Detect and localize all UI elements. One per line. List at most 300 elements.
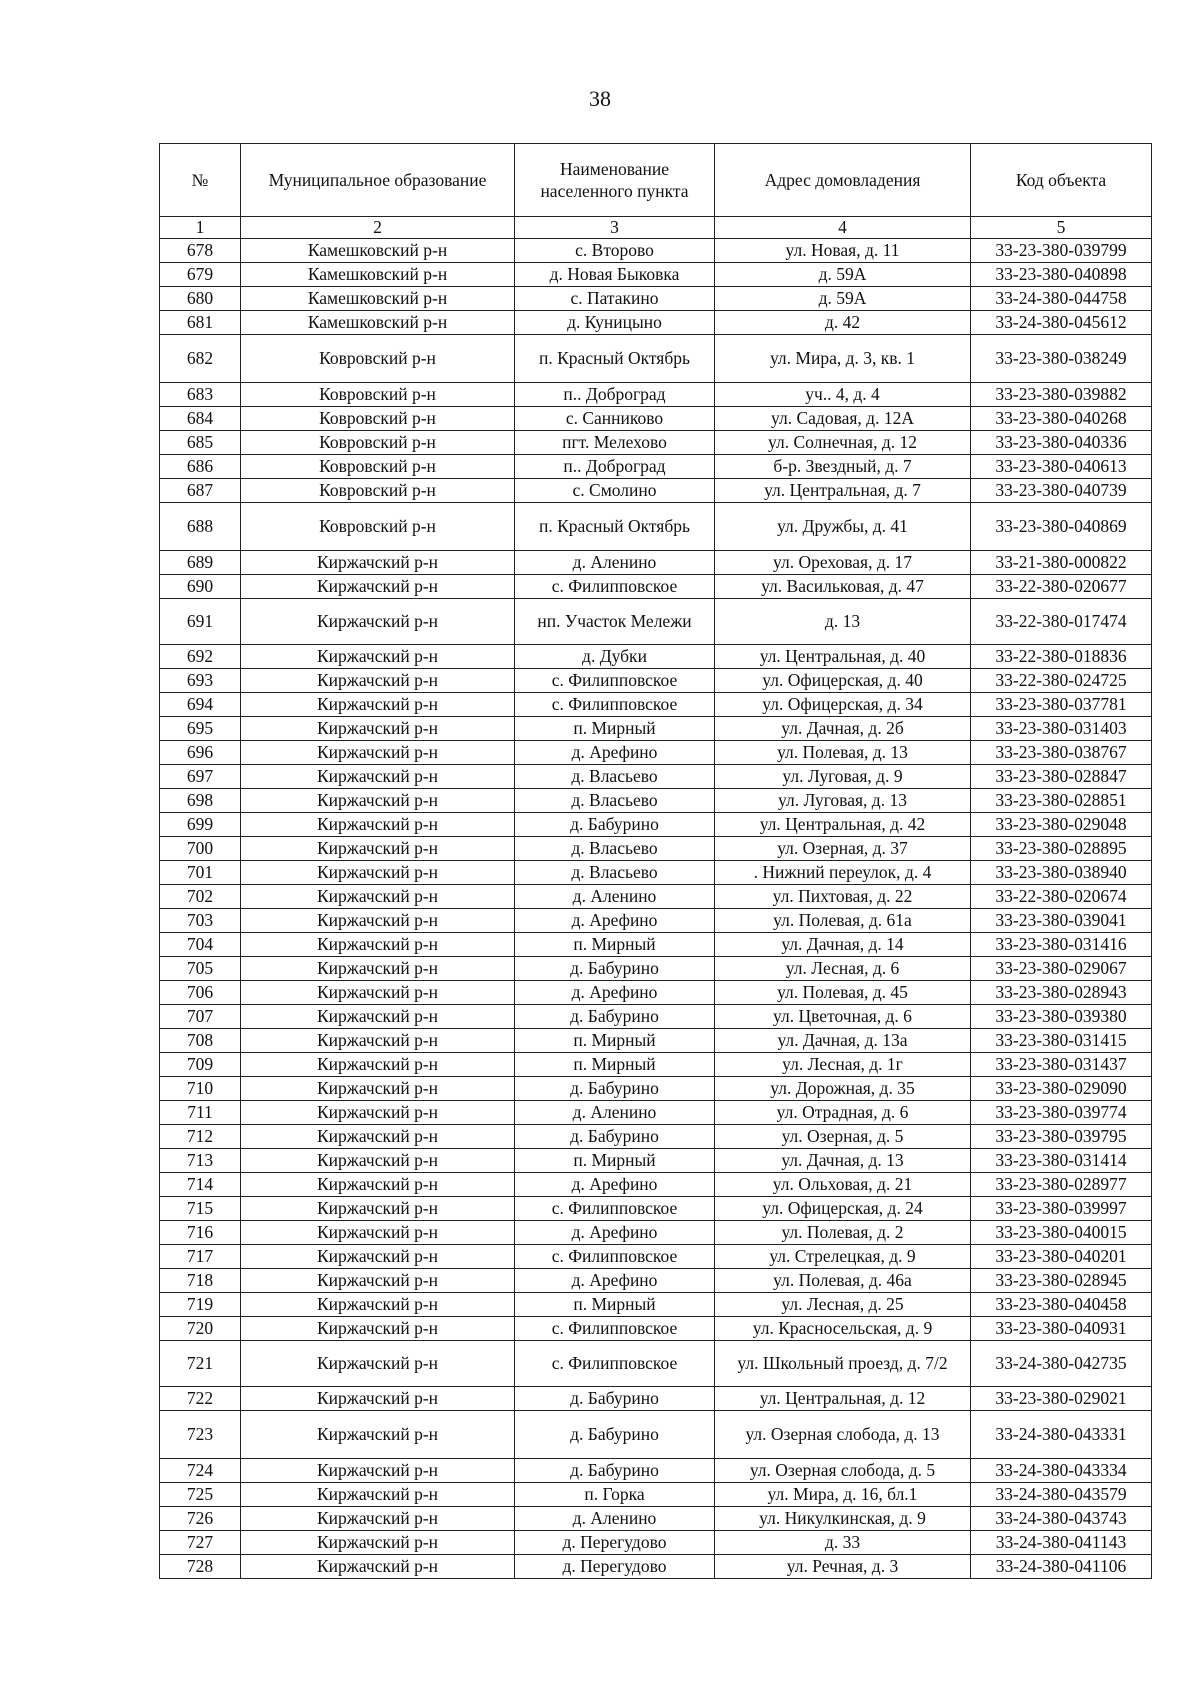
cell-object-code: 33-23-380-038940 <box>971 861 1152 885</box>
cell-settlement: с. Филипповское <box>515 575 715 599</box>
cell-settlement: с. Филипповское <box>515 669 715 693</box>
cell-row-number: 713 <box>160 1149 241 1173</box>
table-row <box>160 575 1152 599</box>
cell-object-code: 33-23-380-031437 <box>971 1053 1152 1077</box>
table-row <box>160 861 1152 885</box>
cell-object-code: 33-24-380-042735 <box>971 1341 1152 1387</box>
cell-row-number: 699 <box>160 813 241 837</box>
table-row <box>160 503 1152 551</box>
cell-address: ул. Офицерская, д. 34 <box>715 693 971 717</box>
cell-row-number: 691 <box>160 599 241 645</box>
cell-address: ул. Озерная, д. 37 <box>715 837 971 861</box>
cell-settlement: д. Арефино <box>515 741 715 765</box>
cell-object-code: 33-23-380-028895 <box>971 837 1152 861</box>
cell-address: ул. Дорожная, д. 35 <box>715 1077 971 1101</box>
cell-row-number: 706 <box>160 981 241 1005</box>
cell-settlement: д. Аленино <box>515 551 715 575</box>
cell-settlement: д. Власьево <box>515 789 715 813</box>
cell-address: ул. Дачная, д. 2б <box>715 717 971 741</box>
table-row <box>160 1555 1152 1579</box>
table-row <box>160 1197 1152 1221</box>
table-row <box>160 645 1152 669</box>
cell-row-number: 700 <box>160 837 241 861</box>
cell-row-number: 685 <box>160 431 241 455</box>
column-number: 4 <box>715 217 971 239</box>
table-row <box>160 1245 1152 1269</box>
cell-address: ул. Школьный проезд, д. 7/2 <box>715 1341 971 1387</box>
table-row <box>160 455 1152 479</box>
table-row <box>160 287 1152 311</box>
table-row <box>160 479 1152 503</box>
cell-settlement: д. Аленино <box>515 1507 715 1531</box>
cell-address: ул. Васильковая, д. 47 <box>715 575 971 599</box>
cell-object-code: 33-22-380-024725 <box>971 669 1152 693</box>
cell-object-code: 33-23-380-038767 <box>971 741 1152 765</box>
cell-object-code: 33-23-380-028945 <box>971 1269 1152 1293</box>
cell-row-number: 689 <box>160 551 241 575</box>
table-row <box>160 1459 1152 1483</box>
cell-municipality: Киржачский р-н <box>241 1053 515 1077</box>
cell-address: ул. Солнечная, д. 12 <box>715 431 971 455</box>
table-row <box>160 551 1152 575</box>
table-row <box>160 407 1152 431</box>
cell-settlement: д. Арефино <box>515 981 715 1005</box>
cell-row-number: 711 <box>160 1101 241 1125</box>
table-row <box>160 693 1152 717</box>
cell-address: д. 59А <box>715 263 971 287</box>
table-row <box>160 1149 1152 1173</box>
table-row <box>160 1483 1152 1507</box>
cell-object-code: 33-23-380-039774 <box>971 1101 1152 1125</box>
cell-settlement: д. Арефино <box>515 1221 715 1245</box>
cell-address: ул. Речная, д. 3 <box>715 1555 971 1579</box>
cell-settlement: с. Филипповское <box>515 1341 715 1387</box>
cell-municipality: Камешковский р-н <box>241 287 515 311</box>
cell-row-number: 718 <box>160 1269 241 1293</box>
cell-object-code: 33-23-380-038249 <box>971 335 1152 383</box>
cell-object-code: 33-23-380-039041 <box>971 909 1152 933</box>
cell-object-code: 33-23-380-040931 <box>971 1317 1152 1341</box>
cell-settlement: п. Мирный <box>515 1293 715 1317</box>
cell-settlement: д. Власьево <box>515 765 715 789</box>
cell-municipality: Камешковский р-н <box>241 311 515 335</box>
cell-object-code: 33-23-380-028977 <box>971 1173 1152 1197</box>
cell-municipality: Киржачский р-н <box>241 1077 515 1101</box>
cell-row-number: 719 <box>160 1293 241 1317</box>
cell-settlement: д. Арефино <box>515 1269 715 1293</box>
cell-municipality: Ковровский р-н <box>241 407 515 431</box>
cell-municipality: Киржачский р-н <box>241 837 515 861</box>
cell-municipality: Киржачский р-н <box>241 645 515 669</box>
cell-address: ул. Дачная, д. 13 <box>715 1149 971 1173</box>
cell-row-number: 687 <box>160 479 241 503</box>
table-row <box>160 741 1152 765</box>
cell-municipality: Киржачский р-н <box>241 1411 515 1459</box>
cell-address: ул. Новая, д. 11 <box>715 239 971 263</box>
cell-settlement: д. Перегудово <box>515 1555 715 1579</box>
cell-address: ул. Луговая, д. 9 <box>715 765 971 789</box>
cell-settlement: п. Мирный <box>515 933 715 957</box>
cell-row-number: 723 <box>160 1411 241 1459</box>
cell-row-number: 697 <box>160 765 241 789</box>
cell-address: ул. Центральная, д. 12 <box>715 1387 971 1411</box>
cell-municipality: Киржачский р-н <box>241 1245 515 1269</box>
table-row <box>160 837 1152 861</box>
cell-address: ул. Лесная, д. 6 <box>715 957 971 981</box>
cell-object-code: 33-23-380-040869 <box>971 503 1152 551</box>
cell-address: ул. Офицерская, д. 24 <box>715 1197 971 1221</box>
cell-object-code: 33-23-380-040898 <box>971 263 1152 287</box>
cell-object-code: 33-23-380-040201 <box>971 1245 1152 1269</box>
cell-address: б-р. Звездный, д. 7 <box>715 455 971 479</box>
table-row <box>160 1531 1152 1555</box>
cell-municipality: Киржачский р-н <box>241 1269 515 1293</box>
cell-settlement: с. Филипповское <box>515 1317 715 1341</box>
cell-address: ул. Красносельская, д. 9 <box>715 1317 971 1341</box>
cell-address: ул. Озерная слобода, д. 5 <box>715 1459 971 1483</box>
cell-object-code: 33-23-380-040613 <box>971 455 1152 479</box>
table-body <box>160 239 1152 1579</box>
cell-address: ул. Полевая, д. 2 <box>715 1221 971 1245</box>
cell-settlement: с. Смолино <box>515 479 715 503</box>
cell-object-code: 33-22-380-020674 <box>971 885 1152 909</box>
cell-address: д. 59А <box>715 287 971 311</box>
cell-address: ул. Полевая, д. 13 <box>715 741 971 765</box>
table-row <box>160 813 1152 837</box>
cell-address: ул. Полевая, д. 61а <box>715 909 971 933</box>
table-row <box>160 789 1152 813</box>
cell-address: ул. Лесная, д. 1г <box>715 1053 971 1077</box>
cell-row-number: 726 <box>160 1507 241 1531</box>
cell-settlement: п. Красный Октябрь <box>515 503 715 551</box>
cell-municipality: Киржачский р-н <box>241 1387 515 1411</box>
cell-address: ул. Дачная, д. 14 <box>715 933 971 957</box>
cell-row-number: 708 <box>160 1029 241 1053</box>
cell-settlement: д. Бабурино <box>515 1459 715 1483</box>
table-row <box>160 1317 1152 1341</box>
cell-municipality: Киржачский р-н <box>241 1197 515 1221</box>
header-object-code: Код объекта <box>971 144 1152 217</box>
table-row <box>160 239 1152 263</box>
cell-municipality: Киржачский р-н <box>241 765 515 789</box>
table-row <box>160 1005 1152 1029</box>
cell-address: ул. Центральная, д. 42 <box>715 813 971 837</box>
cell-settlement: д. Новая Быковка <box>515 263 715 287</box>
cell-settlement: д. Дубки <box>515 645 715 669</box>
cell-municipality: Ковровский р-н <box>241 503 515 551</box>
cell-object-code: 33-24-380-043743 <box>971 1507 1152 1531</box>
cell-object-code: 33-23-380-028851 <box>971 789 1152 813</box>
cell-row-number: 725 <box>160 1483 241 1507</box>
cell-address: ул. Стрелецкая, д. 9 <box>715 1245 971 1269</box>
cell-settlement: д. Бабурино <box>515 813 715 837</box>
cell-row-number: 690 <box>160 575 241 599</box>
column-number: 3 <box>515 217 715 239</box>
cell-settlement: д. Власьево <box>515 837 715 861</box>
cell-row-number: 692 <box>160 645 241 669</box>
cell-object-code: 33-24-380-041106 <box>971 1555 1152 1579</box>
cell-address: ул. Мира, д. 16, бл.1 <box>715 1483 971 1507</box>
cell-object-code: 33-23-380-029021 <box>971 1387 1152 1411</box>
cell-object-code: 33-23-380-028847 <box>971 765 1152 789</box>
cell-settlement: д. Бабурино <box>515 1411 715 1459</box>
table-row <box>160 1269 1152 1293</box>
cell-settlement: п. Красный Октябрь <box>515 335 715 383</box>
cell-settlement: д. Аленино <box>515 885 715 909</box>
header-settlement: Наименование населенного пункта <box>515 144 715 217</box>
header-address: Адрес домовладения <box>715 144 971 217</box>
cell-settlement: д. Арефино <box>515 909 715 933</box>
cell-object-code: 33-24-380-041143 <box>971 1531 1152 1555</box>
cell-settlement: д. Бабурино <box>515 1005 715 1029</box>
table-row <box>160 669 1152 693</box>
column-number: 2 <box>241 217 515 239</box>
cell-municipality: Киржачский р-н <box>241 1125 515 1149</box>
cell-municipality: Киржачский р-н <box>241 1221 515 1245</box>
table-row <box>160 1293 1152 1317</box>
cell-municipality: Ковровский р-н <box>241 431 515 455</box>
cell-row-number: 684 <box>160 407 241 431</box>
cell-address: ул. Озерная, д. 5 <box>715 1125 971 1149</box>
cell-address: ул. Полевая, д. 46а <box>715 1269 971 1293</box>
cell-object-code: 33-24-380-043331 <box>971 1411 1152 1459</box>
table-row <box>160 1173 1152 1197</box>
cell-object-code: 33-23-380-037781 <box>971 693 1152 717</box>
cell-municipality: Ковровский р-н <box>241 479 515 503</box>
cell-row-number: 695 <box>160 717 241 741</box>
cell-address: ул. Лесная, д. 25 <box>715 1293 971 1317</box>
table-row <box>160 431 1152 455</box>
cell-object-code: 33-23-380-029048 <box>971 813 1152 837</box>
table-header-row <box>160 144 1152 217</box>
cell-object-code: 33-22-380-020677 <box>971 575 1152 599</box>
cell-object-code: 33-23-380-040336 <box>971 431 1152 455</box>
cell-municipality: Киржачский р-н <box>241 741 515 765</box>
cell-settlement: п.. Доброград <box>515 455 715 479</box>
cell-municipality: Ковровский р-н <box>241 455 515 479</box>
cell-row-number: 680 <box>160 287 241 311</box>
cell-address: уч.. 4, д. 4 <box>715 383 971 407</box>
cell-row-number: 717 <box>160 1245 241 1269</box>
table-row <box>160 263 1152 287</box>
cell-settlement: с. Филипповское <box>515 1197 715 1221</box>
cell-object-code: 33-24-380-044758 <box>971 287 1152 311</box>
cell-object-code: 33-22-380-017474 <box>971 599 1152 645</box>
cell-settlement: с. Филипповское <box>515 1245 715 1269</box>
cell-object-code: 33-23-380-028943 <box>971 981 1152 1005</box>
cell-row-number: 707 <box>160 1005 241 1029</box>
cell-address: ул. Ольховая, д. 21 <box>715 1173 971 1197</box>
cell-object-code: 33-23-380-040268 <box>971 407 1152 431</box>
table-row <box>160 1077 1152 1101</box>
cell-row-number: 715 <box>160 1197 241 1221</box>
cell-settlement: д. Арефино <box>515 1173 715 1197</box>
cell-object-code: 33-23-380-039799 <box>971 239 1152 263</box>
cell-municipality: Киржачский р-н <box>241 933 515 957</box>
table-row <box>160 1341 1152 1387</box>
cell-object-code: 33-23-380-031416 <box>971 933 1152 957</box>
cell-municipality: Киржачский р-н <box>241 1459 515 1483</box>
cell-municipality: Киржачский р-н <box>241 789 515 813</box>
cell-municipality: Камешковский р-н <box>241 263 515 287</box>
table-row <box>160 885 1152 909</box>
cell-row-number: 712 <box>160 1125 241 1149</box>
cell-municipality: Киржачский р-н <box>241 1507 515 1531</box>
cell-object-code: 33-23-380-031414 <box>971 1149 1152 1173</box>
cell-settlement: с. Второво <box>515 239 715 263</box>
cell-municipality: Киржачский р-н <box>241 599 515 645</box>
objects-table <box>159 143 1152 1579</box>
cell-municipality: Киржачский р-н <box>241 885 515 909</box>
cell-object-code: 33-24-380-043334 <box>971 1459 1152 1483</box>
cell-address: ул. Дружбы, д. 41 <box>715 503 971 551</box>
cell-address: д. 33 <box>715 1531 971 1555</box>
cell-municipality: Киржачский р-н <box>241 1483 515 1507</box>
page-number: 38 <box>589 86 611 111</box>
cell-address: ул. Озерная слобода, д. 13 <box>715 1411 971 1459</box>
cell-address: ул. Садовая, д. 12А <box>715 407 971 431</box>
cell-row-number: 722 <box>160 1387 241 1411</box>
table-row <box>160 1053 1152 1077</box>
cell-row-number: 720 <box>160 1317 241 1341</box>
cell-row-number: 696 <box>160 741 241 765</box>
cell-municipality: Киржачский р-н <box>241 1029 515 1053</box>
cell-address: д. 13 <box>715 599 971 645</box>
cell-row-number: 679 <box>160 263 241 287</box>
cell-municipality: Киржачский р-н <box>241 1101 515 1125</box>
cell-municipality: Киржачский р-н <box>241 575 515 599</box>
cell-settlement: д. Бабурино <box>515 1125 715 1149</box>
cell-row-number: 682 <box>160 335 241 383</box>
cell-object-code: 33-23-380-031415 <box>971 1029 1152 1053</box>
cell-row-number: 714 <box>160 1173 241 1197</box>
cell-address: ул. Центральная, д. 7 <box>715 479 971 503</box>
table-row <box>160 933 1152 957</box>
cell-settlement: п. Мирный <box>515 1029 715 1053</box>
cell-address: . Нижний переулок, д. 4 <box>715 861 971 885</box>
column-number: 1 <box>160 217 241 239</box>
cell-address: ул. Луговая, д. 13 <box>715 789 971 813</box>
cell-row-number: 724 <box>160 1459 241 1483</box>
cell-settlement: с. Патакино <box>515 287 715 311</box>
cell-object-code: 33-21-380-000822 <box>971 551 1152 575</box>
cell-municipality: Киржачский р-н <box>241 551 515 575</box>
header-number: № <box>160 144 241 217</box>
cell-settlement: п. Горка <box>515 1483 715 1507</box>
cell-object-code: 33-23-380-040458 <box>971 1293 1152 1317</box>
cell-row-number: 727 <box>160 1531 241 1555</box>
cell-row-number: 716 <box>160 1221 241 1245</box>
cell-object-code: 33-23-380-040015 <box>971 1221 1152 1245</box>
cell-object-code: 33-24-380-045612 <box>971 311 1152 335</box>
cell-row-number: 703 <box>160 909 241 933</box>
cell-municipality: Киржачский р-н <box>241 1555 515 1579</box>
cell-address: ул. Мира, д. 3, кв. 1 <box>715 335 971 383</box>
cell-address: ул. Офицерская, д. 40 <box>715 669 971 693</box>
cell-row-number: 705 <box>160 957 241 981</box>
cell-address: ул. Цветочная, д. 6 <box>715 1005 971 1029</box>
table-row <box>160 765 1152 789</box>
cell-address: ул. Полевая, д. 45 <box>715 981 971 1005</box>
table-row <box>160 335 1152 383</box>
cell-municipality: Киржачский р-н <box>241 813 515 837</box>
cell-municipality: Киржачский р-н <box>241 1317 515 1341</box>
table-row <box>160 311 1152 335</box>
cell-address: ул. Центральная, д. 40 <box>715 645 971 669</box>
cell-object-code: 33-23-380-029090 <box>971 1077 1152 1101</box>
table-row <box>160 717 1152 741</box>
cell-object-code: 33-23-380-039795 <box>971 1125 1152 1149</box>
cell-row-number: 693 <box>160 669 241 693</box>
table-row <box>160 1101 1152 1125</box>
table-row <box>160 909 1152 933</box>
cell-settlement: д. Куницыно <box>515 311 715 335</box>
cell-row-number: 710 <box>160 1077 241 1101</box>
cell-object-code: 33-22-380-018836 <box>971 645 1152 669</box>
table-row <box>160 1029 1152 1053</box>
cell-municipality: Киржачский р-н <box>241 1149 515 1173</box>
cell-object-code: 33-24-380-043579 <box>971 1483 1152 1507</box>
cell-municipality: Киржачский р-н <box>241 1173 515 1197</box>
table-row <box>160 1221 1152 1245</box>
cell-municipality: Киржачский р-н <box>241 717 515 741</box>
cell-municipality: Киржачский р-н <box>241 909 515 933</box>
cell-municipality: Ковровский р-н <box>241 383 515 407</box>
cell-row-number: 683 <box>160 383 241 407</box>
table-row <box>160 599 1152 645</box>
cell-row-number: 701 <box>160 861 241 885</box>
cell-municipality: Киржачский р-н <box>241 1293 515 1317</box>
cell-address: ул. Пихтовая, д. 22 <box>715 885 971 909</box>
cell-object-code: 33-23-380-031403 <box>971 717 1152 741</box>
table-row <box>160 1411 1152 1459</box>
cell-settlement: д. Бабурино <box>515 1077 715 1101</box>
cell-municipality: Киржачский р-н <box>241 1531 515 1555</box>
cell-settlement: д. Аленино <box>515 1101 715 1125</box>
cell-address: д. 42 <box>715 311 971 335</box>
cell-row-number: 728 <box>160 1555 241 1579</box>
cell-object-code: 33-23-380-039882 <box>971 383 1152 407</box>
table-row <box>160 383 1152 407</box>
cell-object-code: 33-23-380-040739 <box>971 479 1152 503</box>
cell-row-number: 721 <box>160 1341 241 1387</box>
cell-settlement: п.. Доброград <box>515 383 715 407</box>
cell-row-number: 702 <box>160 885 241 909</box>
table-row <box>160 957 1152 981</box>
cell-row-number: 686 <box>160 455 241 479</box>
cell-address: ул. Никулкинская, д. 9 <box>715 1507 971 1531</box>
cell-municipality: Камешковский р-н <box>241 239 515 263</box>
cell-municipality: Киржачский р-н <box>241 1341 515 1387</box>
cell-settlement: п. Мирный <box>515 1053 715 1077</box>
cell-settlement: д. Перегудово <box>515 1531 715 1555</box>
cell-address: ул. Ореховая, д. 17 <box>715 551 971 575</box>
cell-municipality: Киржачский р-н <box>241 1005 515 1029</box>
cell-settlement: д. Бабурино <box>515 1387 715 1411</box>
table-row <box>160 981 1152 1005</box>
cell-row-number: 709 <box>160 1053 241 1077</box>
table-row <box>160 1125 1152 1149</box>
cell-settlement: с. Санниково <box>515 407 715 431</box>
cell-settlement: п. Мирный <box>515 1149 715 1173</box>
cell-settlement: нп. Участок Мележи <box>515 599 715 645</box>
cell-row-number: 688 <box>160 503 241 551</box>
cell-municipality: Киржачский р-н <box>241 669 515 693</box>
cell-address: ул. Отрадная, д. 6 <box>715 1101 971 1125</box>
cell-address: ул. Дачная, д. 13а <box>715 1029 971 1053</box>
cell-settlement: с. Филипповское <box>515 693 715 717</box>
cell-municipality: Киржачский р-н <box>241 693 515 717</box>
